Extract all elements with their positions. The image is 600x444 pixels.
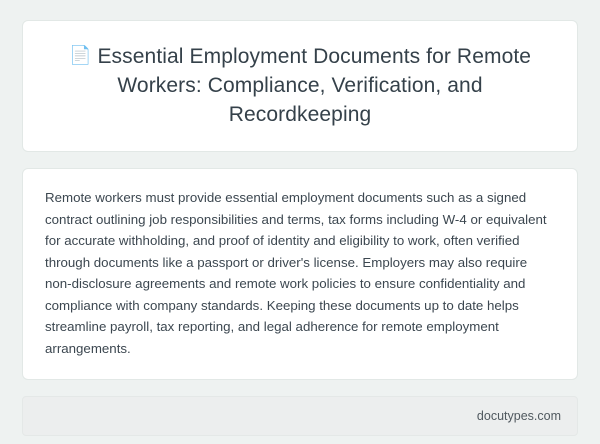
footer-bar bbox=[22, 396, 578, 436]
source-attribution: docutypes.com bbox=[476, 409, 561, 423]
body-card bbox=[22, 168, 578, 380]
document-page-icon: 📄 bbox=[68, 45, 92, 65]
page-title bbox=[49, 41, 551, 129]
page-title-text: Essential Employment Documents for Remote Workers: Compliance, Verification, and Recordkeeping bbox=[97, 45, 532, 126]
title-card bbox=[22, 20, 578, 152]
body-paragraph: Remote workers must provide essential employment documents such as a signed contract outlining job responsibilities and terms, tax forms including W-4 or equivalent for accurate withholding, and proof of identity and eligibility to work, often verified through documents like a passport or driver's license. Employers may also require non-disclosure agreements and remote work policies to ensure confidentiality and compliance with company standards. Keeping these documents up to date helps streamline payroll, tax reporting, and legal adherence for remote employment arrangements. bbox=[45, 190, 547, 356]
